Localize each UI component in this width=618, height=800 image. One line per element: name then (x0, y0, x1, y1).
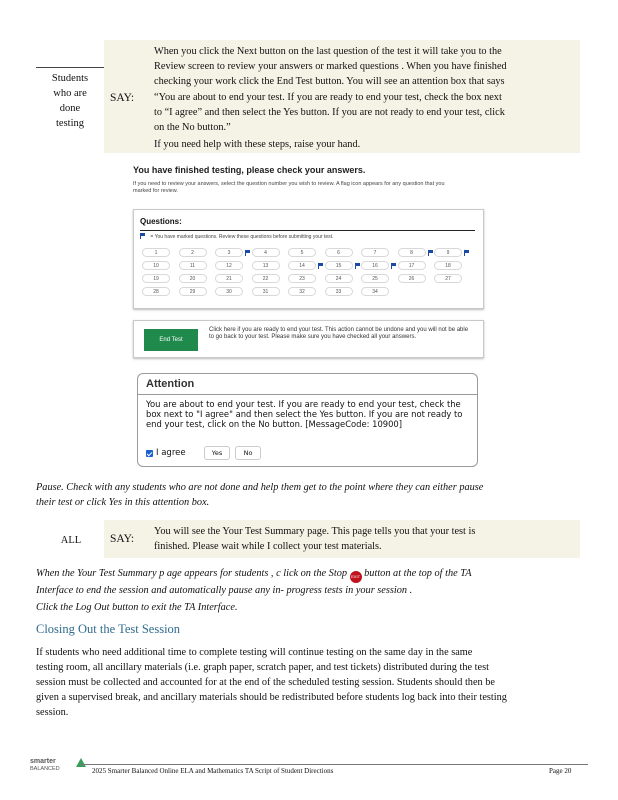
footer-divider (80, 764, 588, 765)
say-line: finished. Please wait while I collect your test materials. (154, 541, 382, 553)
divider (138, 394, 477, 395)
question-button[interactable]: 8 (398, 248, 426, 257)
flag-icon (428, 250, 433, 255)
flag-icon (355, 263, 360, 268)
pause-line: Pause. Check with any students who are not done and help them get to the point where they can either pause (36, 482, 484, 493)
say-tag-2: SAY: (110, 533, 135, 545)
question-button[interactable]: 1 (142, 248, 170, 257)
question-button[interactable]: 15 (325, 261, 353, 270)
logo-line: BALANCED (30, 766, 60, 772)
question-button[interactable]: 10 (142, 261, 170, 270)
attention-dialog (137, 373, 478, 467)
say-tag-1: SAY: (110, 92, 135, 104)
question-button[interactable]: 29 (179, 287, 207, 296)
pause-note (36, 480, 586, 510)
say-line: to “I agree” and then select the Yes button. If you are not ready to end your test, click (154, 106, 505, 118)
logo-triangle-icon (76, 758, 86, 767)
review-subtitle: If you need to review your answers, select the question number you wish to review. A flag icon appears for any question that you marked for review. (133, 181, 445, 194)
say-line: on the No button.” (154, 122, 231, 134)
question-button[interactable]: 31 (252, 287, 280, 296)
say-line: checking your work click the End Test button. You will see an attention box that says (154, 76, 505, 88)
no-button[interactable]: No (235, 446, 261, 460)
review-screen (133, 165, 484, 195)
question-button[interactable]: 16 (361, 261, 389, 270)
question-button[interactable]: 30 (215, 287, 243, 296)
when-line-2: Interface to end the session and automatically pause any in- progress tests in your session . (36, 585, 413, 596)
question-button[interactable]: 7 (361, 248, 389, 257)
question-button[interactable]: 24 (325, 274, 353, 283)
flag-icon (464, 250, 469, 255)
flag-icon (245, 250, 250, 255)
pause-line: their test or click Yes in this attention box. (36, 497, 210, 508)
question-button[interactable]: 2 (179, 248, 207, 257)
para-line: given a supervised break, and ancillary materials should be redistributed before students log back into their testing (36, 692, 507, 703)
closing-paragraph (36, 645, 586, 720)
flag-note-text: = You have marked questions. Review these questions before submitting your test. (150, 234, 334, 240)
para-line: session must be collected and accounted for at the end of the scheduled testing session. Students should then be (36, 677, 495, 688)
say-line: Review screen to review your answers or marked questions . When you have finished (154, 61, 507, 73)
page-number: Page 20 (549, 767, 572, 775)
question-button[interactable]: 3 (215, 248, 243, 257)
say-line: If you need help with these steps, raise your hand. (154, 139, 361, 151)
question-button[interactable]: 21 (215, 274, 243, 283)
flag-icon (140, 233, 145, 238)
question-button[interactable]: 19 (142, 274, 170, 283)
question-button[interactable]: 25 (361, 274, 389, 283)
questions-panel (133, 209, 484, 309)
question-button[interactable]: 9 (434, 248, 462, 257)
question-button[interactable]: 32 (288, 287, 316, 296)
say-line: “You are about to end your test. If you are ready to end your test, check the box next (154, 91, 502, 103)
question-button[interactable]: 18 (434, 261, 462, 270)
label-line: who are (53, 88, 87, 99)
end-test-text: Click here if you are ready to end your test. This action cannot be undone and you will not be able to go back to your test. Please make sure you have checked all your answers. (209, 327, 469, 340)
smarter-balanced-logo (30, 758, 60, 772)
question-button[interactable]: 27 (434, 274, 462, 283)
logo-line: smarter (30, 758, 56, 765)
para-line: testing room, all ancillary materials (i.e. graph paper, scratch paper, and test tickets) distributed during the test (36, 662, 489, 673)
review-title: You have finished testing, please check your answers. (133, 165, 366, 175)
say-text-1 (154, 44, 576, 152)
question-button[interactable]: 26 (398, 274, 426, 283)
say-line: When you click the Next button on the last question of the test it will take you to the (154, 46, 502, 57)
end-test-panel (133, 320, 484, 358)
para-line: If students who need additional time to complete testing will continue testing on the same day in the same (36, 647, 473, 658)
questions-label: Questions: (140, 217, 182, 226)
para-line: session. (36, 707, 69, 718)
question-button[interactable]: 13 (252, 261, 280, 270)
divider (140, 230, 475, 231)
end-test-button[interactable]: End Test (144, 329, 198, 351)
stop-icon: EXIT (350, 571, 362, 583)
label-line: done (59, 103, 81, 114)
when-note (36, 566, 586, 598)
footer-title: 2025 Smarter Balanced Online ELA and Mathematics TA Script of Student Directions (92, 767, 334, 775)
question-button[interactable]: 22 (252, 274, 280, 283)
question-button[interactable]: 34 (361, 287, 389, 296)
question-button[interactable]: 6 (325, 248, 353, 257)
when-line-b: button at the top of the TA (364, 568, 472, 579)
question-button[interactable]: 23 (288, 274, 316, 283)
flag-icon (318, 263, 323, 268)
question-button[interactable]: 12 (215, 261, 243, 270)
question-button[interactable]: 17 (398, 261, 426, 270)
question-button[interactable]: 5 (288, 248, 316, 257)
flag-icon (391, 263, 396, 268)
logout-note: Click the Log Out button to exit the TA Interface. (36, 602, 238, 613)
question-button[interactable]: 14 (288, 261, 316, 270)
flag-note (140, 233, 333, 240)
agree-label: I agree (156, 448, 186, 458)
question-button[interactable]: 11 (179, 261, 207, 270)
attention-body: You are about to end your test. If you are ready to end your test, check the box next to "I agree" and then select the Yes button. If you are not ready to end your test, click on the No button. [MessageCode: 10900] (146, 399, 463, 429)
students-done-label (36, 67, 104, 131)
say-text-2 (154, 524, 576, 554)
agree-checkbox[interactable] (146, 450, 153, 457)
question-button[interactable]: 20 (179, 274, 207, 283)
question-button[interactable]: 33 (325, 287, 353, 296)
label-line: Students (51, 73, 89, 84)
label-line: testing (56, 118, 84, 129)
say-line: You will see the Your Test Summary page. This page tells you that your test is (154, 526, 476, 537)
question-button[interactable]: 4 (252, 248, 280, 257)
yes-button[interactable]: Yes (204, 446, 230, 460)
question-button[interactable]: 28 (142, 287, 170, 296)
attention-title: Attention (146, 378, 195, 390)
all-label: ALL (60, 535, 82, 546)
when-line-a: When the Your Test Summary p age appears for students , c lick on the Stop (36, 568, 347, 579)
section-heading: Closing Out the Test Session (36, 622, 181, 636)
